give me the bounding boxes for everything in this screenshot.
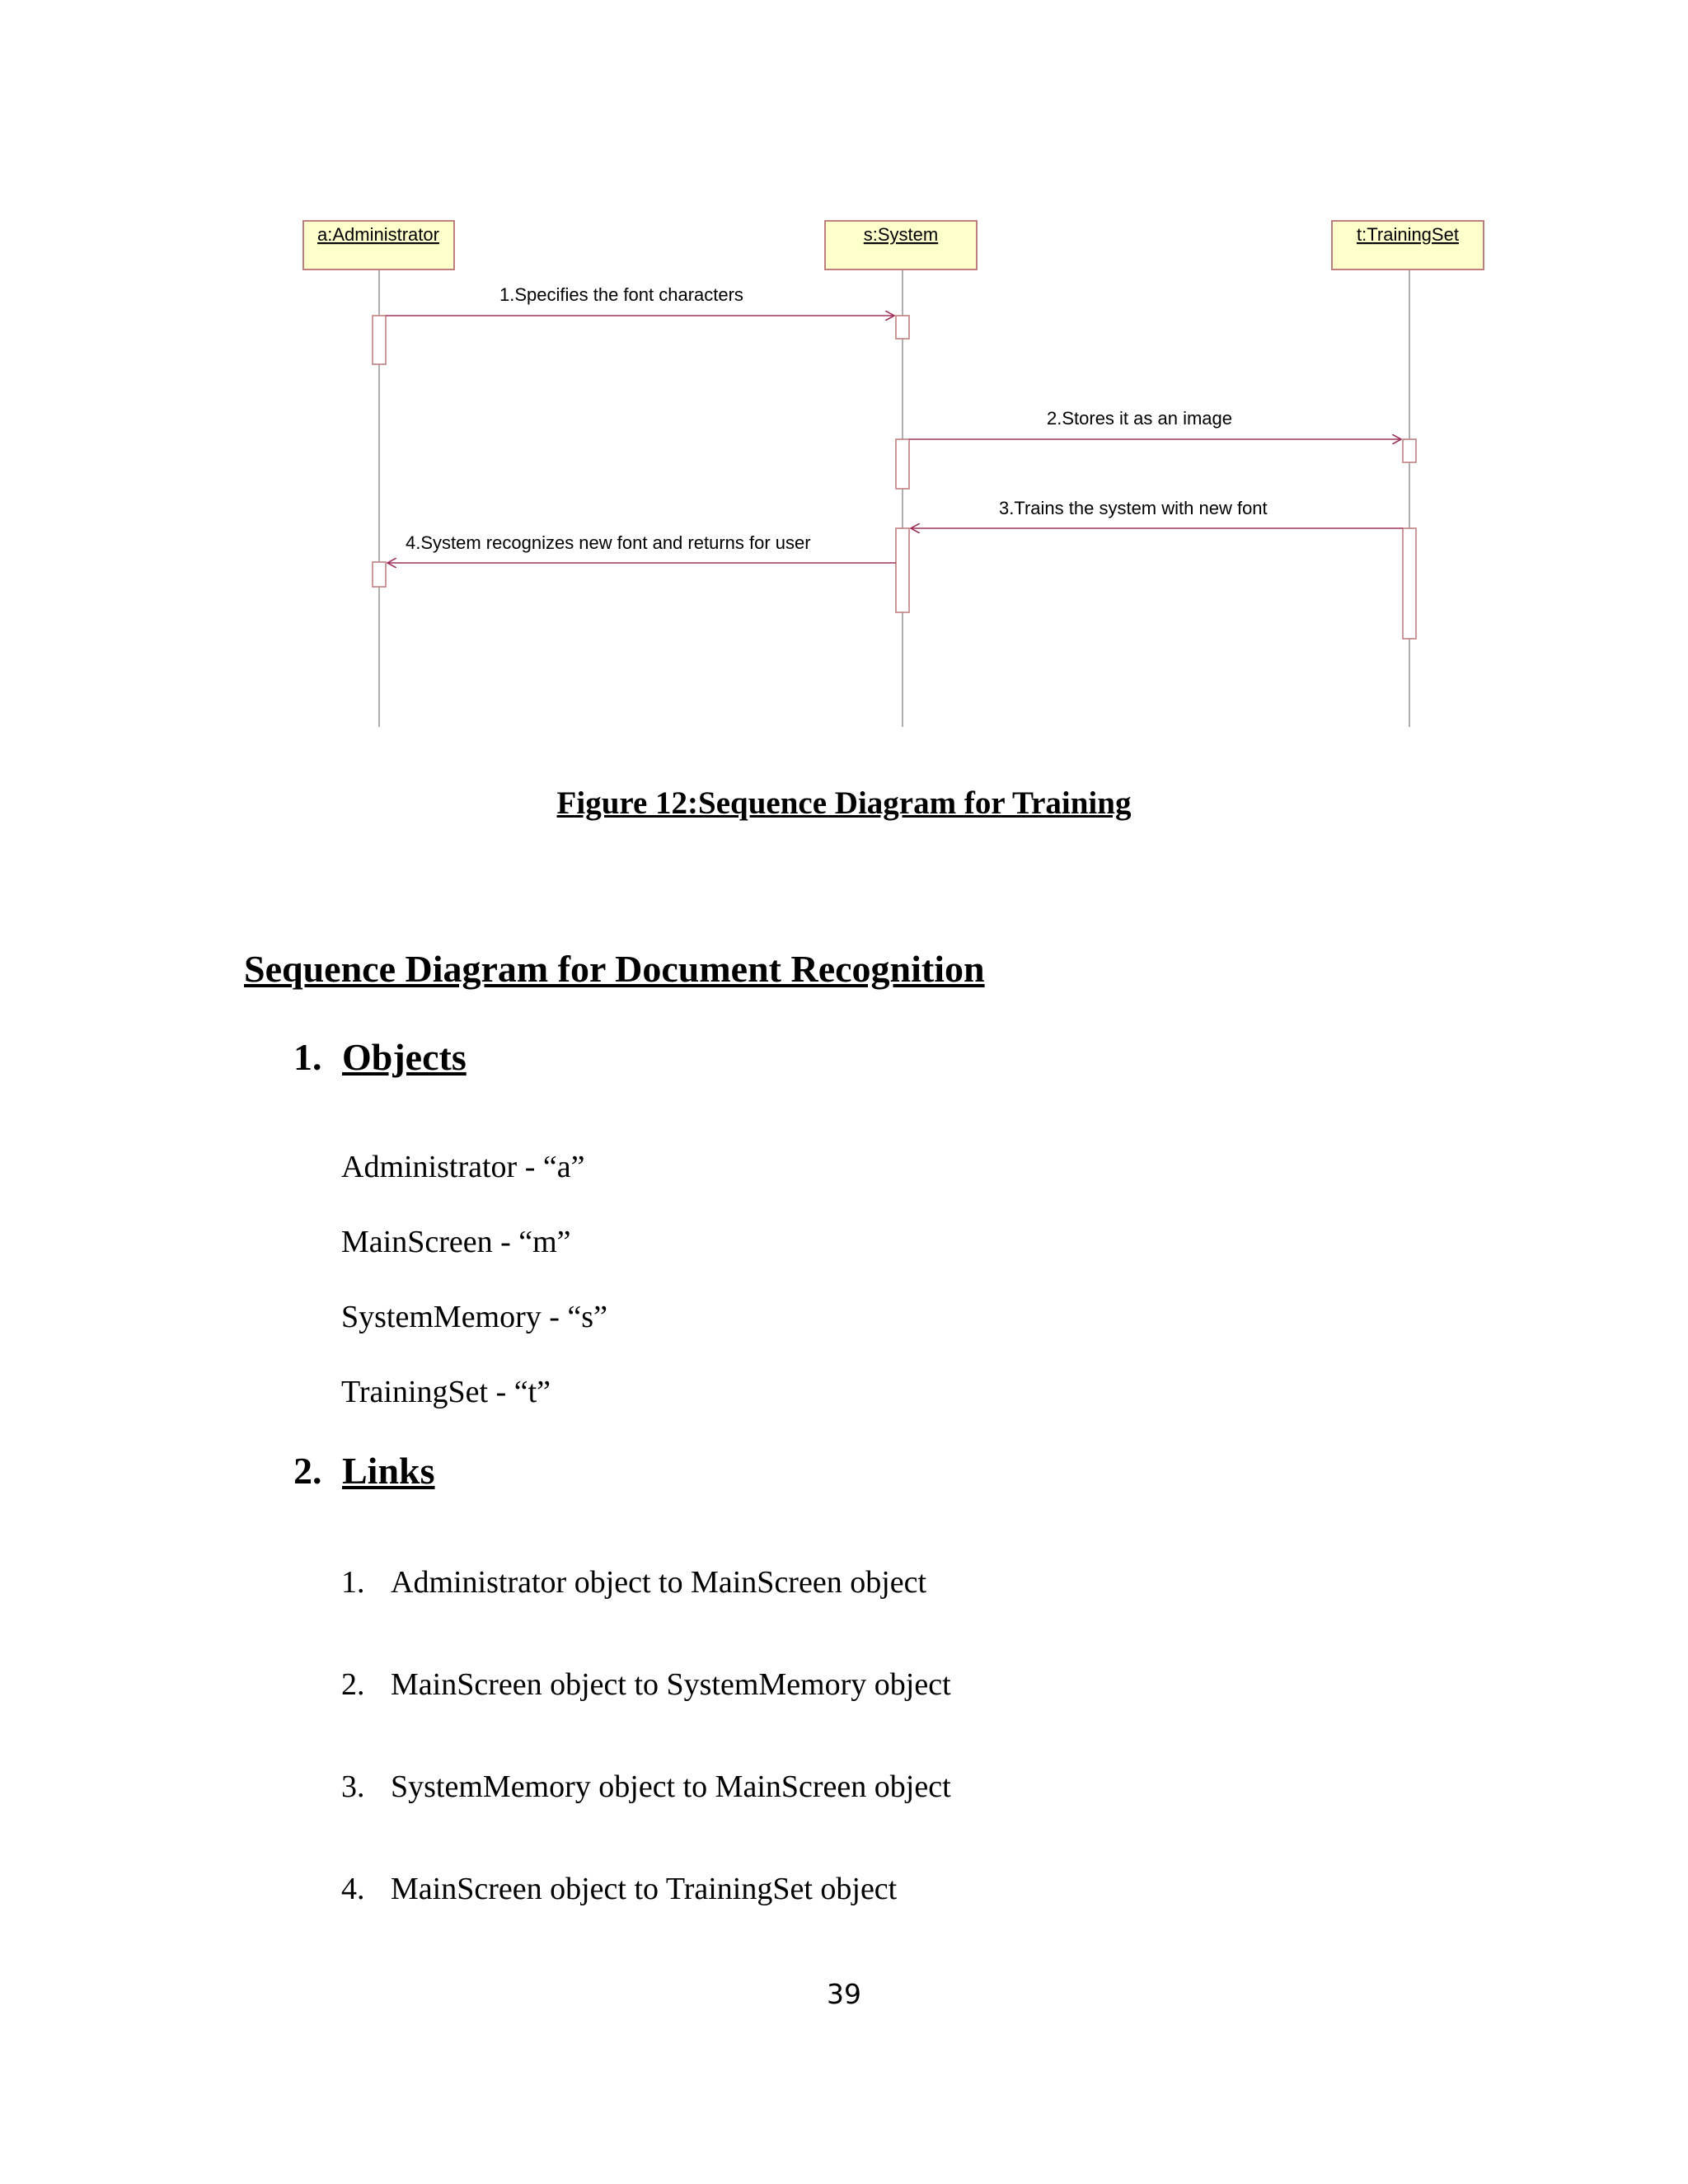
message-4	[387, 532, 896, 563]
object-trainingset-label: t:TrainingSet	[1357, 224, 1459, 245]
activation-trainingset-2	[1403, 528, 1416, 639]
activation-system-2	[896, 439, 909, 489]
objects-heading-number: 1.	[293, 1036, 322, 1078]
sequence-diagram-training	[0, 0, 1688, 758]
link-item-number: 2.	[341, 1667, 365, 1702]
object-administrator-label: a:Administrator	[317, 224, 439, 245]
object-item: TrainingSet - “t”	[341, 1375, 551, 1409]
message-3	[911, 498, 1403, 528]
object-item: SystemMemory - “s”	[341, 1300, 607, 1334]
activation-system-1	[896, 316, 909, 339]
link-item-text: SystemMemory object to MainScreen object	[391, 1769, 951, 1804]
section-title: Sequence Diagram for Document Recognition	[244, 948, 985, 990]
activation-administrator-2	[373, 562, 386, 587]
objects-heading-text: Objects	[342, 1036, 467, 1078]
object-item: MainScreen - “m”	[341, 1225, 571, 1259]
object-item: Administrator - “a”	[341, 1150, 585, 1184]
message-3-label: 3.Trains the system with new font	[999, 498, 1268, 518]
object-system	[825, 221, 977, 269]
activation-system-3	[896, 528, 909, 612]
message-2-label: 2.Stores it as an image	[1047, 408, 1233, 429]
links-heading-text: Links	[342, 1450, 435, 1492]
activation-trainingset-1	[1403, 439, 1416, 462]
link-item-text: MainScreen object to TrainingSet object	[391, 1872, 898, 1906]
object-administrator	[303, 221, 454, 269]
message-2	[909, 408, 1401, 439]
link-item-number: 3.	[341, 1769, 365, 1804]
page-number: 39	[827, 1978, 861, 2010]
link-item-text: Administrator object to MainScreen object	[391, 1565, 927, 1600]
message-1-label: 1.Specifies the font characters	[499, 284, 743, 305]
message-4-label: 4.System recognizes new font and returns for user	[406, 532, 811, 553]
link-item-number: 4.	[341, 1872, 365, 1906]
message-1	[386, 284, 894, 316]
link-item-text: MainScreen object to SystemMemory object	[391, 1667, 951, 1702]
link-item-number: 1.	[341, 1565, 365, 1600]
links-heading-number: 2.	[293, 1450, 322, 1492]
activation-administrator-1	[373, 316, 386, 364]
object-system-label: s:System	[863, 224, 939, 245]
object-trainingset	[1332, 221, 1484, 269]
figure-caption: Figure 12:Sequence Diagram for Training	[556, 785, 1132, 821]
